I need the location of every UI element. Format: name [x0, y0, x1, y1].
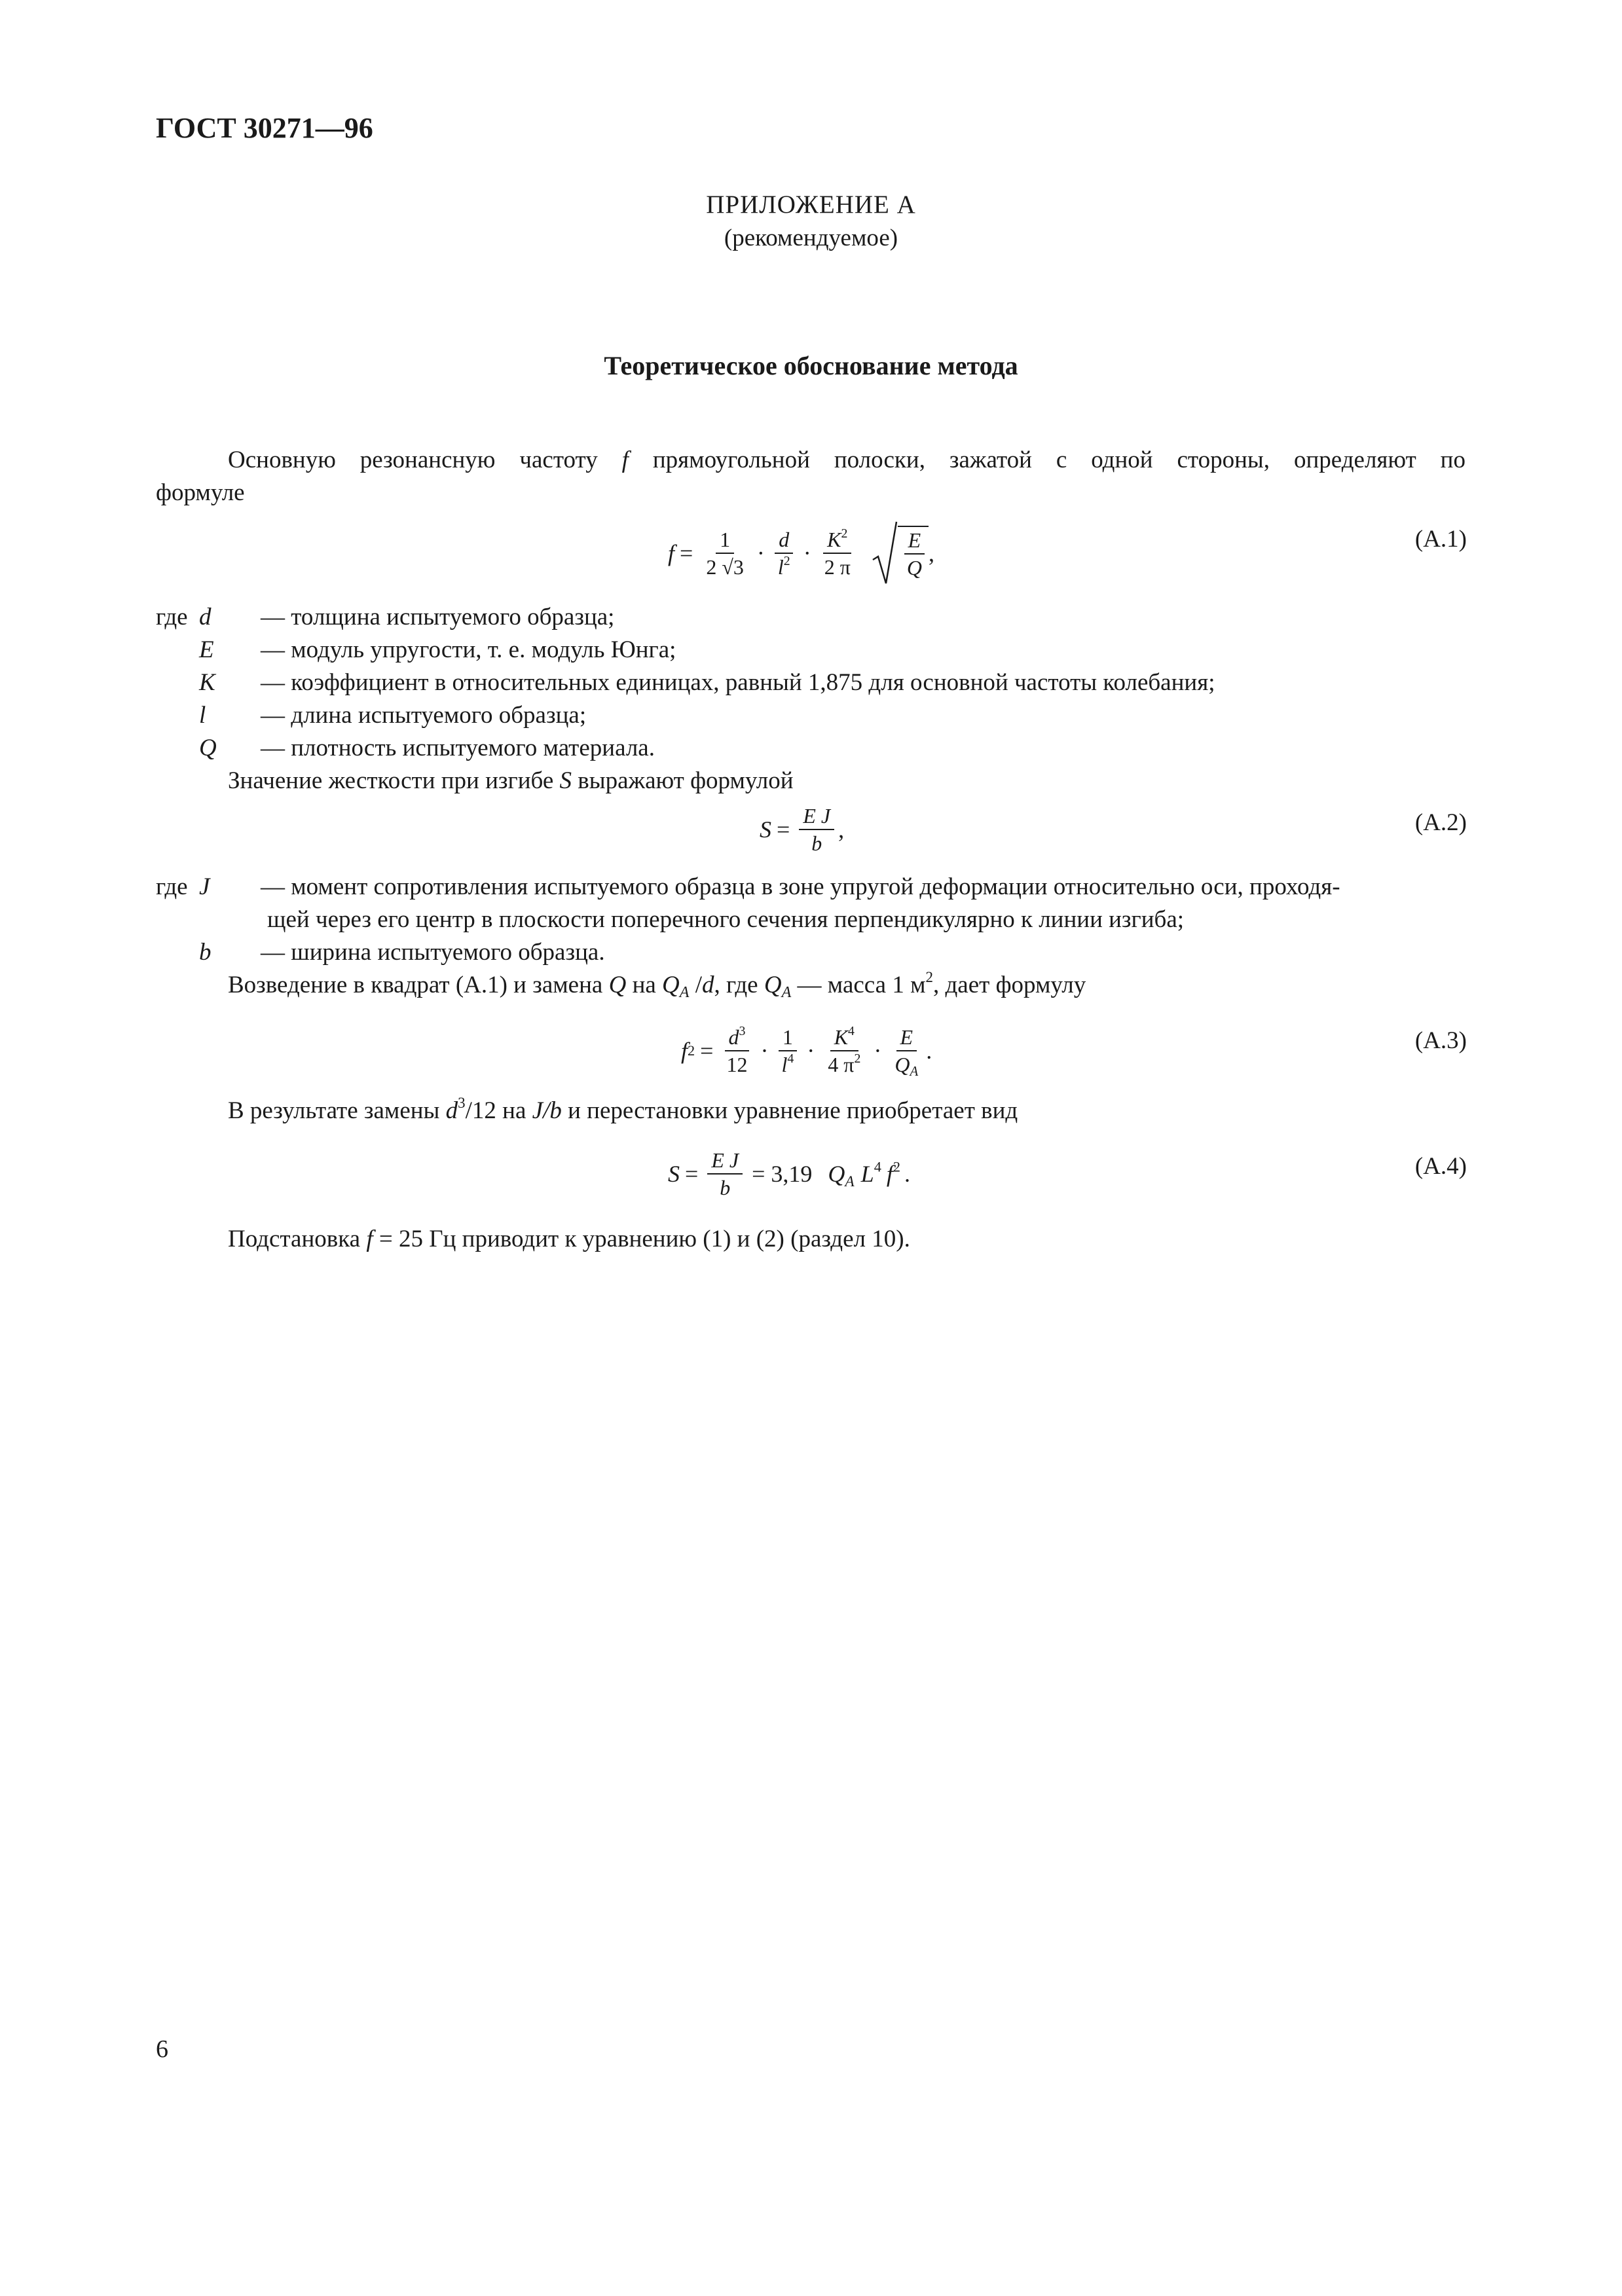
stiffness-line: Значение жесткости при изгибе S выражают формулой	[228, 767, 794, 794]
equation-number-a4: (А.4)	[1414, 1153, 1467, 1180]
squaring-line: Возведение в квадрат (А.1) и замена Q на $Q_A$ /d, где $Q_A$ — масса 1 $м^2$, дает формулу	[228, 968, 1086, 1002]
intro-line-1: Основную резонансную частоту f прямоугольной полоски, зажатой с одной стороны, определяют по	[228, 446, 1465, 473]
formula-a3: f 2 = $\frac{d^3}{12}$ · $\frac{1}{l^4}$ · $\frac{K^4}{4 \pi^2}$ · $\frac{E}{Q_A}$ .	[681, 1024, 932, 1080]
square-root: $\frac{E}{Q}$	[872, 520, 929, 586]
definition-j-continued: щей через его центр в плоскости поперечного сечения перпендикулярно к линии изгиба;	[267, 906, 1185, 933]
definition-b: b — ширина испытуемого образца.	[199, 939, 605, 966]
substitution-line: Подстановка f = 25 Гц приводит к уравнению (1) и (2) (раздел 10).	[228, 1226, 910, 1252]
definitions-list-1	[156, 601, 1465, 797]
radical-sign-icon	[872, 520, 898, 586]
definition-j: где J — момент сопротивления испытуемого образца в зоне упругой деформации относительно оси, проходя-	[156, 873, 1340, 900]
formula-a2: S = $\frac{\text{E J}}{b}$ ,	[760, 804, 845, 855]
formula-a1-term-3: $\frac{K^2}{2 \pi}$	[824, 526, 851, 579]
definition-k: K — коэффициент в относительных единицах, равный 1,875 для основной частоты колебания;	[199, 669, 1215, 696]
equation-number-a1: (А.1)	[1414, 526, 1467, 553]
definitions-list-2	[156, 871, 1465, 1002]
intro-paragraph	[156, 444, 1465, 509]
appendix-title: ПРИЛОЖЕНИЕ А	[706, 191, 916, 219]
definition-q: Q — плотность испытуемого материала.	[199, 735, 655, 761]
page-number: 6	[156, 2035, 168, 2063]
definition-l: l — длина испытуемого образца;	[199, 702, 587, 729]
definition-e: E — модуль упругости, т. е. модуль Юнга;	[199, 636, 676, 663]
equation-number-a2: (А.2)	[1414, 809, 1467, 836]
definition-d: где d — толщина испытуемого образца;	[156, 604, 615, 630]
appendix-subtitle: (рекомендуемое)	[724, 225, 898, 251]
intro-line-2: формуле	[156, 479, 245, 506]
formula-a4: S = $\frac{\text{E J}}{b}$ = 3,19 $Q_A$ $L^4$ $f^2$ .	[668, 1148, 911, 1199]
result-line: В результате замены $d^3/12$ на J/b и перестановки уравнение приобретает вид	[228, 1094, 1018, 1124]
formula-a1-term-1: $\frac{1}{2 √3}$	[706, 528, 744, 579]
section-title: Теоретическое обоснование метода	[604, 351, 1018, 380]
formula-a1: f = $\frac{1}{2 √3}$ · $\frac{d}{l^2}$ · $\frac{K^2}{2 \pi}$ $\frac{E}{Q}$ ,	[668, 517, 934, 589]
formula-a1-term-2: $\frac{d}{l^2}$	[774, 526, 794, 580]
document-code: ГОСТ 30271—96	[156, 112, 373, 144]
equation-number-a3: (А.3)	[1414, 1027, 1467, 1054]
